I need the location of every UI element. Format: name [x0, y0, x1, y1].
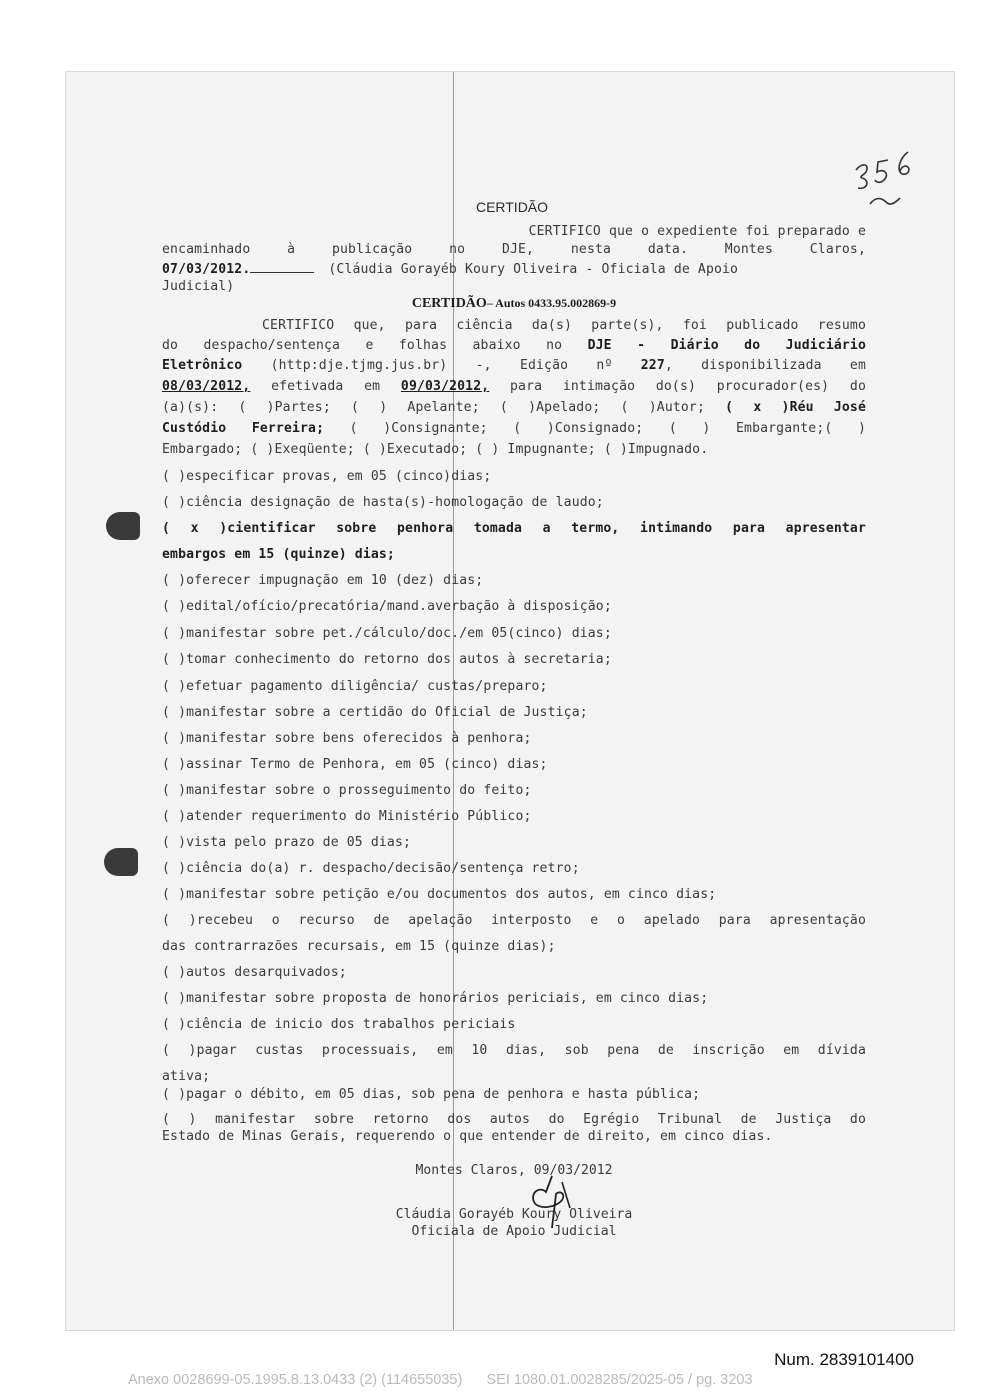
document-title: CERTIDÃO [475, 199, 549, 215]
signer-role: Oficiala de Apoio Judicial [411, 1224, 617, 1239]
body-line-3: Eletrônico (http:dje.tjmg.jus.br) -, Edição nº 227, disponibilizada em [162, 358, 866, 373]
list-item: ( )especificar provas, em 05 (cinco)dias; [162, 469, 492, 484]
certifico-line-1: CERTIFICO que o expediente foi preparado e [528, 224, 866, 239]
place-date: Montes Claros, 09/03/2012 [415, 1163, 613, 1178]
list-item: ( )efetuar pagamento diligência/ custas/preparo; [162, 679, 548, 694]
list-item: Estado de Minas Gerais, requerendo o que entender de direito, em cinco dias. [162, 1129, 773, 1144]
list-item: ( )tomar conhecimento do retorno dos autos à secretaria; [162, 652, 612, 667]
handwritten-signature [522, 1172, 582, 1232]
list-item: ( )recebeu o recurso de apelação interposto e o apelado para apresentação [162, 913, 866, 928]
annex-reference: Anexo 0028699-05.1995.8.13.0433 (2) (114655035) SEI 1080.01.0028285/2025-05 / pg. 3203 [128, 1372, 753, 1388]
list-item: das contrarrazões recursais, em 15 (quinze dias); [162, 939, 556, 954]
list-item: ( )manifestar sobre petição e/ou documentos dos autos, em cinco dias; [162, 887, 717, 902]
list-item: ( )assinar Termo de Penhora, em 05 (cinco) dias; [162, 757, 548, 772]
body-line-2: do despacho/sentença e folhas abaixo no DJE - Diário do Judiciário [162, 338, 866, 353]
list-item: ( )pagar o débito, em 05 dias, sob pena de penhora e hasta pública; [162, 1087, 701, 1102]
certifico-date: 07/03/2012 [162, 262, 243, 277]
list-item: ( )vista pelo prazo de 05 dias; [162, 835, 412, 850]
list-item: ( )oferecer impugnação em 10 (dez) dias; [162, 573, 484, 588]
body-line-4: 08/03/2012, efetivada em 09/03/2012, para intimação do(s) procurador(es) do [162, 379, 866, 394]
list-item: ( )atender requerimento do Ministério Público; [162, 809, 532, 824]
certidao-autos-heading: CERTIDÃO– Autos 0433.95.002869-9 [411, 296, 617, 311]
document-number: Num. 2839101400 [774, 1350, 914, 1369]
body-line-1: CERTIFICO que, para ciência da(s) parte(s), foi publicado resumo [262, 318, 866, 333]
body-line-7: Embargado; ( )Exeqüente; ( )Executado; ( ) Impugnante; ( )Impugnado. [162, 442, 709, 457]
list-item: ( )manifestar sobre a certidão do Oficial de Justiça; [162, 705, 588, 720]
list-item: ( )ciência de inicio dos trabalhos periciais [162, 1017, 516, 1032]
list-item: ( )autos desarquivados; [162, 965, 347, 980]
certifico-line-3: 07/03/2012. (Cláudia Gorayéb Koury Oliveira - Oficiala de Apoio [162, 262, 739, 277]
punch-hole-top [106, 512, 140, 540]
list-item: ( ) manifestar sobre retorno dos autos do Egrégio Tribunal de Justiça do [162, 1112, 866, 1127]
list-item: ( )ciência designação de hasta(s)-homologação de laudo; [162, 495, 604, 510]
certifico-signer: (Cláudia Gorayéb Koury Oliveira - Oficiala de Apoio [328, 262, 739, 277]
list-item: ( )edital/ofício/precatória/mand.averbação à disposição; [162, 599, 612, 614]
list-item: ( )manifestar sobre pet./cálculo/doc./em 05(cinco) dias; [162, 626, 612, 641]
certifico-line-4: Judicial) [162, 279, 235, 294]
list-item: ( )pagar custas processuais, em 10 dias, sob pena de inscrição em dívida [162, 1043, 866, 1058]
signer-name: Cláudia Gorayéb Koury Oliveira [395, 1207, 633, 1222]
certifico-line-2: encaminhado à publicação no DJE, nesta data. Montes Claros, [162, 242, 866, 257]
list-item: ( )manifestar sobre bens oferecidos à penhora; [162, 731, 532, 746]
list-item: ( )manifestar sobre o prosseguimento do feito; [162, 783, 532, 798]
list-item: ( )manifestar sobre proposta de honorários periciais, em cinco dias; [162, 991, 709, 1006]
list-item-selected-cont: embargos em 15 (quinze) dias; [162, 547, 395, 562]
list-item: ativa; [162, 1069, 211, 1084]
punch-hole-bottom [104, 848, 138, 876]
body-line-5: (a)(s): ( )Partes; ( ) Apelante; ( )Apelado; ( )Autor; ( x )Réu José [162, 400, 866, 415]
list-item: ( )ciência do(a) r. despacho/decisão/sentença retro; [162, 861, 580, 876]
body-line-6: Custódio Ferreira; ( )Consignante; ( )Consignado; ( ) Embargante;( ) [162, 421, 866, 436]
list-item-selected: ( x )cientificar sobre penhora tomada a termo, intimando para apresentar [162, 521, 866, 536]
